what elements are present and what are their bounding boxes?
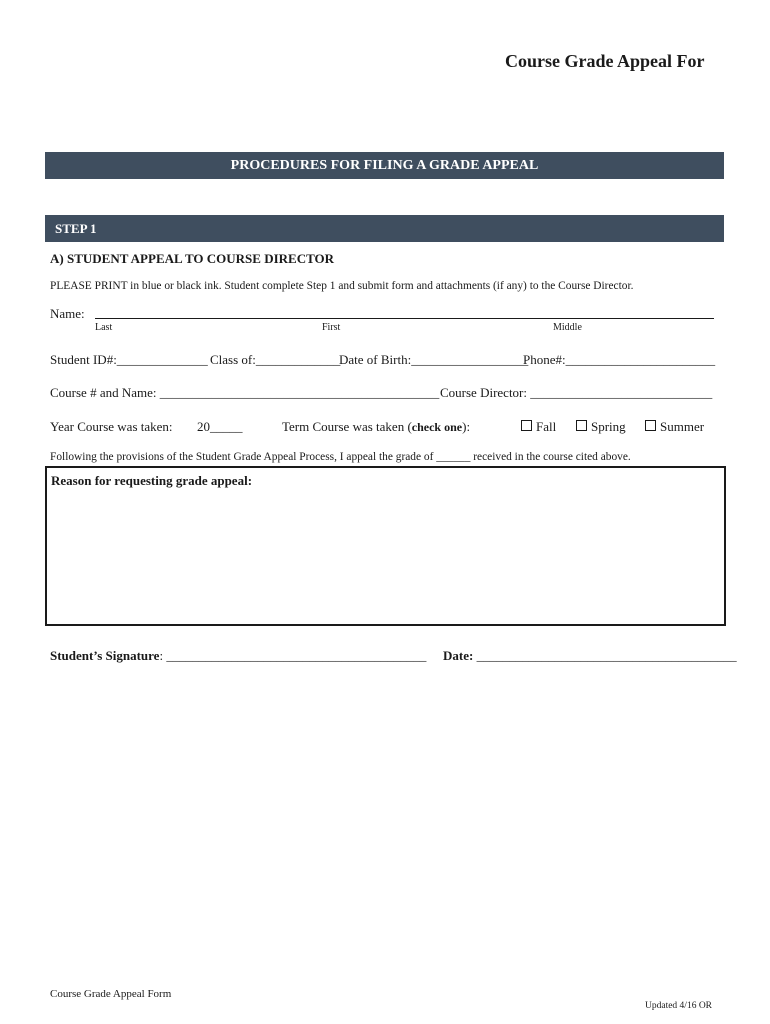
course-director-field[interactable]: Course Director: ____________________________ xyxy=(440,385,713,400)
class-of-field[interactable]: Class of:_____________ xyxy=(210,352,341,367)
phone-field[interactable]: Phone#:_______________________ xyxy=(523,352,716,367)
student-id-field[interactable]: Student ID#:______________ xyxy=(50,352,208,367)
summer-option[interactable]: Summer xyxy=(645,419,704,435)
footer-form-name: Course Grade Appeal Form xyxy=(50,988,172,1000)
course-name-field[interactable]: Course # and Name: ___________________________________________ xyxy=(50,385,440,400)
section-a-heading: A) STUDENT APPEAL TO COURSE DIRECTOR xyxy=(50,251,335,266)
procedures-banner: PROCEDURES FOR FILING A GRADE APPEAL xyxy=(45,152,724,179)
term-taken-label: Term Course was taken (check one): xyxy=(282,419,471,434)
signature-date-field[interactable]: Date: ________________________________________ xyxy=(443,648,737,663)
reason-label: Reason for requesting grade appeal: xyxy=(51,473,253,488)
name-field[interactable] xyxy=(95,318,714,319)
name-label: Name: xyxy=(50,306,85,321)
page-title: Course Grade Appeal For xyxy=(505,51,705,71)
step-1-banner: STEP 1 xyxy=(45,215,724,242)
spring-option[interactable]: Spring xyxy=(576,419,626,435)
name-middle-caption: Middle xyxy=(553,322,582,333)
fall-option[interactable]: Fall xyxy=(521,419,556,435)
spring-checkbox[interactable] xyxy=(576,420,587,431)
year-taken-field[interactable]: 20_____ xyxy=(197,419,243,434)
signature-field[interactable]: Student’s Signature: ________________________________________ xyxy=(50,648,427,663)
instructions-text: PLEASE PRINT in blue or black ink. Student complete Step 1 and submit form and attachments (if any) to the Course Director. xyxy=(50,280,634,292)
footer-updated: Updated 4/16 OR xyxy=(645,1001,713,1011)
name-last-caption: Last xyxy=(95,322,113,333)
reason-textarea[interactable] xyxy=(45,466,726,626)
date-of-birth-field[interactable]: Date of Birth:__________________ xyxy=(339,352,529,367)
provisions-statement: Following the provisions of the Student Grade Appeal Process, I appeal the grade of ______ received in the course cited above. xyxy=(50,451,631,463)
name-first-caption: First xyxy=(322,322,341,333)
year-taken-label: Year Course was taken: xyxy=(50,419,173,434)
fall-checkbox[interactable] xyxy=(521,420,532,431)
summer-checkbox[interactable] xyxy=(645,420,656,431)
